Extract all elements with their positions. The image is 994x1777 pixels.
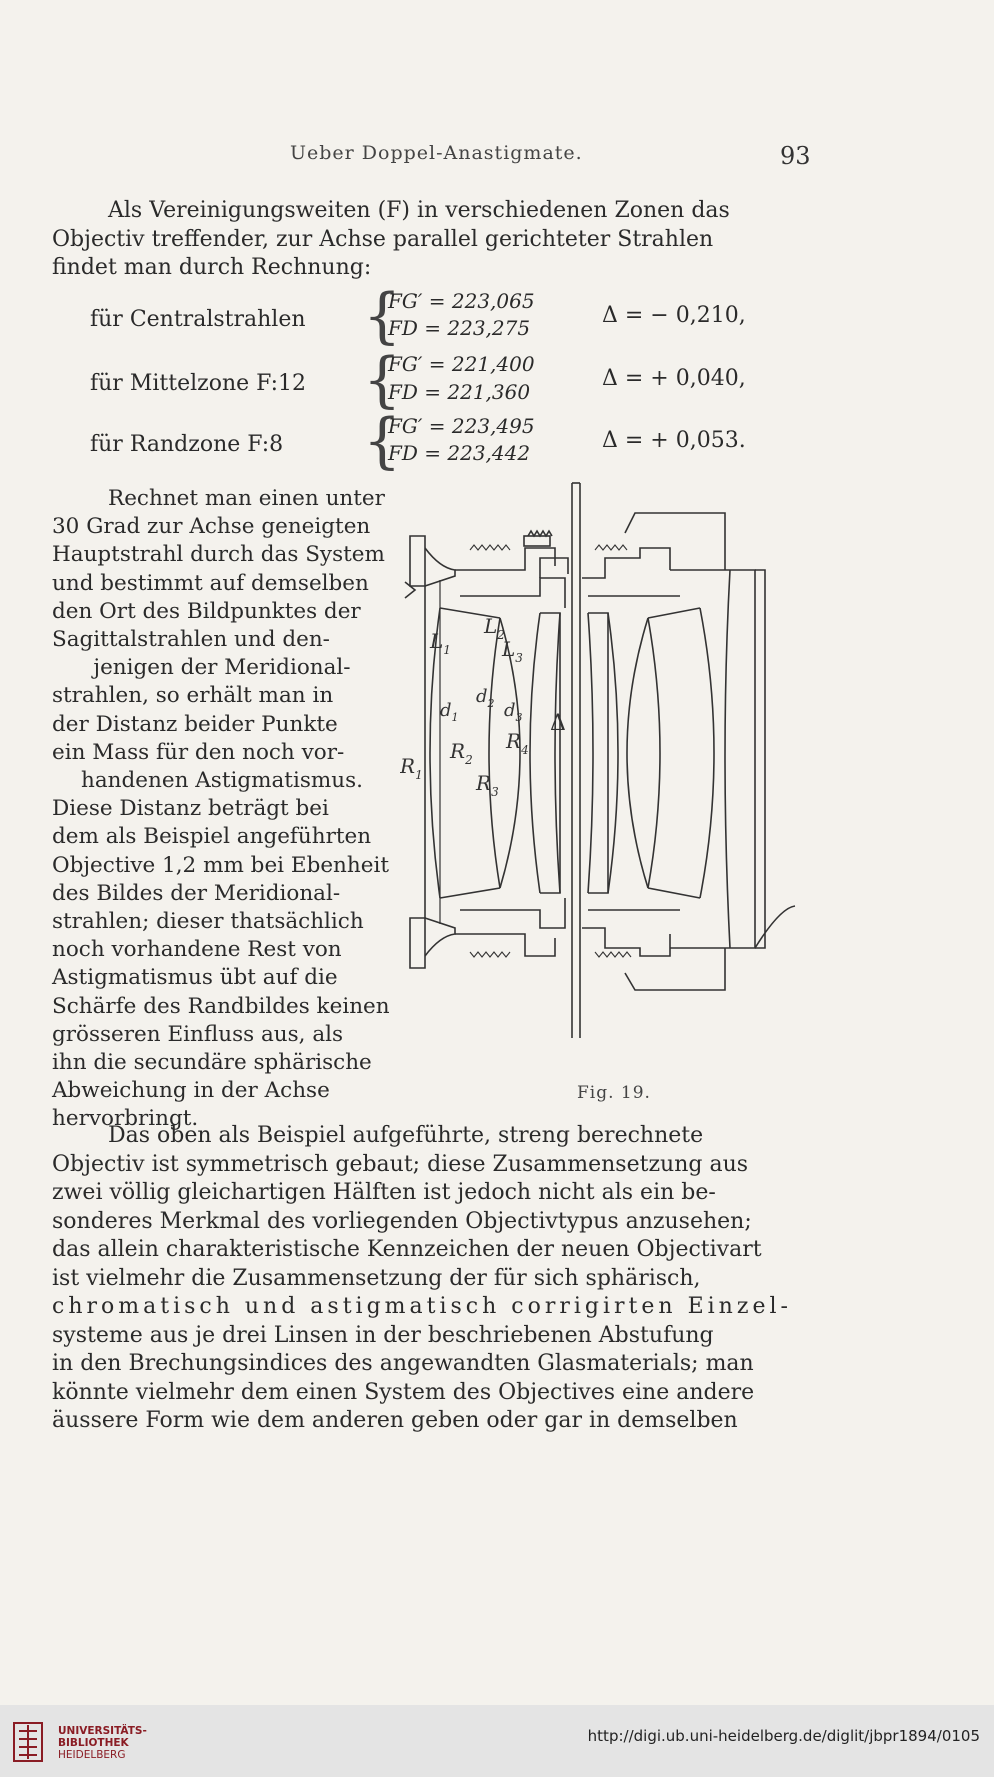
library-logo-icon bbox=[10, 1719, 46, 1765]
mount-flange bbox=[410, 918, 425, 968]
text-line: strahlen, so erhält man in bbox=[52, 683, 334, 709]
text-line: Diese Distanz beträgt bei bbox=[52, 796, 329, 822]
zone-fd: FD = 223,442 bbox=[388, 441, 531, 465]
svg-text:d2: $d_2$ bbox=[476, 686, 495, 710]
figure-caption: Fig. 19. bbox=[577, 1083, 651, 1103]
text-line: Objective 1,2 mm bei Ebenheit bbox=[52, 852, 389, 878]
zone-fg: FG′ = 221,400 bbox=[388, 352, 535, 376]
intro-line: Objectiv treffender, zur Achse parallel gerichteter Strahlen bbox=[52, 226, 714, 252]
zone-delta: Δ = − 0,210, bbox=[602, 303, 746, 328]
label-d3: d bbox=[504, 700, 516, 721]
text-line: könnte vielmehr dem einen System des Objectives eine andere bbox=[52, 1379, 755, 1405]
zone-label: für Mittelzone F:12 bbox=[90, 371, 307, 396]
text-line: den Ort des Bildpunktes der bbox=[52, 598, 361, 624]
label-L3: L bbox=[502, 637, 516, 661]
text-line: chromatisch und astigmatisch corrigirten Einzel- bbox=[52, 1294, 792, 1319]
intro-line: findet man durch Rechnung: bbox=[52, 255, 372, 280]
text-line: systeme aus je drei Linsen in der beschriebenen Abstufung bbox=[52, 1322, 714, 1348]
brace: { bbox=[363, 406, 402, 476]
text-line: ein Mass für den noch vor- bbox=[52, 739, 345, 765]
svg-text:L1: $L_1$ bbox=[430, 629, 451, 657]
svg-text:L3: $L_3$ bbox=[502, 637, 523, 665]
svg-text:R4: $R_4$ bbox=[506, 729, 529, 757]
text-line: des Bildes der Meridional- bbox=[52, 880, 341, 906]
svg-text:d1: $d_1$ bbox=[440, 700, 459, 724]
text-line: zwei völlig gleichartigen Hälften ist jedoch nicht als ein be- bbox=[52, 1180, 716, 1205]
text-line: äussere Form wie dem anderen geben oder gar in demselben bbox=[52, 1408, 738, 1433]
zone-delta: Δ = + 0,040, bbox=[602, 366, 746, 391]
text-line: ihn die secundäre sphärische bbox=[52, 1050, 372, 1076]
page-number: 93 bbox=[780, 142, 811, 170]
viewer-footer bbox=[0, 1705, 994, 1777]
label-R2: R bbox=[450, 739, 466, 763]
brace: { bbox=[363, 281, 402, 351]
label-delta: Δ bbox=[550, 711, 566, 736]
text-line: 30 Grad zur Achse geneigten bbox=[52, 514, 371, 540]
intro-paragraph bbox=[52, 197, 812, 283]
text-line: sonderes Merkmal des vorliegenden Objectivtypus anzusehen; bbox=[52, 1208, 752, 1234]
svg-text:L2: $L_2$ bbox=[484, 614, 505, 642]
lens-cross-section-figure bbox=[400, 478, 810, 1043]
text-line: jenigen der Meridional- bbox=[93, 655, 351, 681]
label-d1: d bbox=[440, 700, 452, 721]
text-line: dem als Beispiel angeführten bbox=[52, 824, 372, 850]
text-line: der Distanz beider Punkte bbox=[52, 711, 338, 737]
text-line: handenen Astigmatismus. bbox=[81, 768, 363, 794]
text-line: in den Brechungsindices des angewandten Glasmaterials; man bbox=[52, 1351, 754, 1376]
text-line: Sagittalstrahlen und den- bbox=[52, 627, 330, 653]
text-line: hervorbringt. bbox=[52, 1106, 199, 1132]
text-line: Astigmatismus übt auf die bbox=[52, 965, 338, 991]
text-line: Schärfe des Randbildes keinen bbox=[52, 993, 390, 1019]
label-L1: L bbox=[430, 629, 444, 653]
text-line: ist vielmehr die Zusammensetzung der für sich sphärisch, bbox=[52, 1265, 701, 1291]
zone-fd: FD = 221,360 bbox=[388, 380, 531, 404]
label-R1: R bbox=[400, 754, 416, 778]
label-R4: R bbox=[506, 729, 522, 753]
lens-L1-back bbox=[489, 618, 500, 888]
svg-text:R1: $R_1$ bbox=[400, 754, 423, 782]
zone-fg: FG′ = 223,065 bbox=[388, 289, 535, 313]
svg-text:R2: $R_2$ bbox=[450, 739, 473, 767]
text-line: Rechnet man einen unter bbox=[108, 486, 385, 511]
library-name: UNIVERSITÄTS- BIBLIOTHEK HEIDELBERG bbox=[58, 1725, 147, 1761]
body-paragraph bbox=[52, 1122, 812, 1436]
zone-fd: FD = 223,275 bbox=[388, 316, 531, 340]
text-line: und bestimmt auf demselben bbox=[52, 570, 369, 596]
text-line: Hauptstrahl durch das System bbox=[52, 542, 385, 568]
label-R3: R bbox=[476, 771, 492, 795]
running-header: Ueber Doppel-Anastigmate. bbox=[290, 142, 583, 164]
label-L2: L bbox=[484, 614, 498, 638]
brace: { bbox=[363, 345, 402, 415]
narrow-paragraph bbox=[52, 485, 392, 1134]
text-line: strahlen; dieser thatsächlich bbox=[52, 909, 364, 935]
text-line: grösseren Einfluss aus, als bbox=[52, 1021, 344, 1047]
permalink-url[interactable]: http://digi.ub.uni-heidelberg.de/diglit/jbpr1894/0105 bbox=[587, 1727, 980, 1745]
text-line: noch vorhandene Rest von bbox=[52, 937, 342, 963]
zone-delta: Δ = + 0,053. bbox=[602, 428, 746, 453]
text-line: Das oben als Beispiel aufgeführte, streng berechnete bbox=[108, 1123, 704, 1148]
mount-flange bbox=[410, 536, 425, 586]
zone-label: für Centralstrahlen bbox=[90, 307, 306, 332]
text-line: Objectiv ist symmetrisch gebaut; diese Zusammensetzung aus bbox=[52, 1151, 749, 1177]
text-line: Abweichung in der Achse bbox=[52, 1078, 330, 1104]
diaphragm-screw bbox=[524, 536, 550, 546]
text-line: das allein charakteristische Kennzeichen der neuen Objectivart bbox=[52, 1237, 762, 1262]
label-d2: d bbox=[476, 686, 488, 707]
zone-fg: FG′ = 223,495 bbox=[388, 414, 535, 438]
svg-text:R3: $R_3$ bbox=[476, 771, 499, 799]
zone-label: für Randzone F:8 bbox=[90, 432, 284, 457]
intro-line: Als Vereinigungsweiten (F) in verschiedenen Zonen das bbox=[108, 198, 730, 223]
svg-text:d3: $d_3$ bbox=[504, 700, 523, 724]
